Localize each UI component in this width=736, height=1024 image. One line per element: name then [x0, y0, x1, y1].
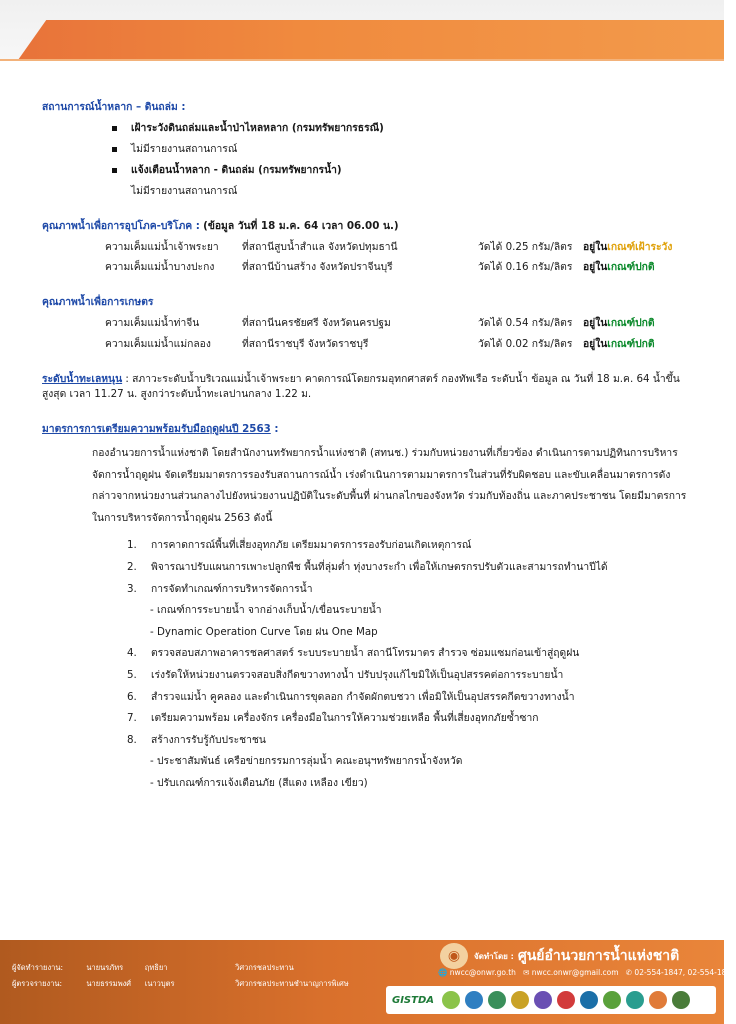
header-divider [0, 59, 724, 61]
agri-row: ความเค็มแม่น้ำแม่กลอง ที่สถานีราชบุรี จังหวัดราชบุรี วัดได้ 0.02 กรัม/ลิตร อยู่ในเกณฑ์ปกติ [105, 338, 655, 351]
flood-bullet-3: แจ้งเตือนน้ำหลาก - ดินถล่ม (กรมทรัพยากรน้ำ) [112, 163, 692, 178]
flood-heading: สถานการณ์น้ำหลาก – ดินถล่ม : [42, 101, 186, 113]
phone-icon: ✆ [625, 968, 633, 977]
list-item: 3. การจัดทำเกณฑ์การบริหารจัดการน้ำ [127, 582, 313, 595]
globe-icon: 🌐 [438, 968, 448, 977]
bullet-icon [112, 126, 117, 131]
flood-bullet-1: เฝ้าระวังดินถล่มและน้ำป่าไหลหลาก (กรมทรัพยากรธรณี) [112, 121, 692, 136]
status-normal: เกณฑ์ปกติ [607, 261, 655, 274]
agri-heading: คุณภาพน้ำเพื่อการเกษตร [42, 296, 154, 309]
partner-logo-icon [442, 991, 460, 1009]
header-orange-bar [18, 20, 724, 60]
sea-level-heading: ระดับน้ำทะเลหนุน [42, 373, 123, 386]
status-watch: เกณฑ์เฝ้าระวัง [607, 240, 673, 253]
email-link[interactable]: nwcc.onwr@gmail.com [531, 968, 619, 977]
measures-list-continued [127, 643, 692, 751]
footer-band [0, 940, 736, 1024]
list-subitem: - ปรับเกณฑ์การแจ้งเตือนภัย (สีแดง เหลือง เขียว) [150, 777, 368, 790]
consume-heading: คุณภาพน้ำเพื่อการอุปโภค-บริโภค : (ข้อมูล วันที่ 18 ม.ค. 64 เวลา 06.00 น.) [42, 219, 399, 232]
partner-logos [386, 986, 716, 1014]
list-item: 7. เตรียมความพร้อม เครื่องจักร เครื่องมือในการให้ความช่วยเหลือ พื้นที่เสี่ยงอุทกภัยซ้ำซาก [127, 712, 539, 725]
flood-bullet-3-sub: ไม่มีรายงานสถานการณ์ [131, 184, 238, 197]
list-subitem: - Dynamic Operation Curve โดย ฝน One Map [150, 625, 378, 638]
consume-row: ความเค็มแม่น้ำบางปะกง ที่สถานีบ้านสร้าง จังหวัดปราจีนบุรี วัดได้ 0.16 กรัม/ลิตร อยู่ในเกณฑ์ปกติ [105, 261, 655, 274]
list-subitem: - เกณฑ์การระบายน้ำ จากอ่างเก็บน้ำ/เขื่อนระบายน้ำ [150, 604, 382, 617]
list-item: 1. การคาดการณ์พื้นที่เสี่ยงอุทกภัย เตรียมมาตรการรองรับก่อนเกิดเหตุการณ์ [127, 539, 472, 552]
footer-credits: ผู้จัดทำรายงาน: นายนรภัทร ฤทธิยา วิศวกรชลประทาน ผู้ตรวจรายงาน: นายธรรมพงศ์ เนาวบุตร วิศวกรชลประทานชำนาญการพิเศษ [12, 963, 349, 988]
partner-logo-icon [672, 991, 690, 1009]
partner-logo-icon [649, 991, 667, 1009]
list-item: 5. เร่งรัดให้หน่วยงานตรวจสอบสิ่งกีดขวางทางน้ำ ปรับปรุงแก้ไขมิให้เป็นอุปสรรคต่อการระบายน้ำ [127, 669, 564, 681]
nwcc-logo-icon: ◉ [440, 943, 468, 969]
bullet-icon [112, 147, 117, 152]
report-content [42, 100, 692, 795]
gistda-logo: GISTDA [392, 994, 434, 1006]
partner-logo-icon [603, 991, 621, 1009]
measures-heading: มาตรการการเตรียมความพร้อมรับมือฤดูฝนปี 2563 : [42, 422, 279, 435]
flood-bullet-2: ไม่มีรายงานสถานการณ์ [112, 142, 692, 157]
partner-logo-icon [511, 991, 529, 1009]
agri-row: ความเค็มแม่น้ำท่าจีน ที่สถานีนครชัยศรี จังหวัดนครปฐม วัดได้ 0.54 กรัม/ลิตร อยู่ในเกณฑ์ปกติ [105, 317, 655, 330]
measures-intro: กองอำนวยการน้ำแห่งชาติ โดยสำนักงานทรัพยากรน้ำแห่งชาติ (สทนช.) ร่วมกับหน่วยงานที่เกี่ยวข้อง ดำเนินการตามปฏิทินการบริหารจัดการน้ำฤดูฝน จัดเตรียมมาตรการรองรับสถานการณ์น้ำ เร่งดำเนินการตามมาตรการในส่วนที่รับผิดชอบ และขับเคลื่อนมาตรการดังกล่าวจากหน่วยงานส่วนกลางไปยังหน่วยงานปฏิบัติในระดับพื้นที่ ผ่านกลไกของจังหวัด ร่วมกับท้องถิ่น และภาคประชาชน โดยมีมาตรการในการบริหารจัดการน้ำฤดูฝน 2563 ดังนี้ [92, 446, 687, 524]
list-item: 8. สร้างการรับรู้กับประชาชน [127, 733, 266, 746]
status-normal: เกณฑ์ปกติ [607, 317, 655, 330]
status-normal: เกณฑ์ปกติ [607, 338, 655, 351]
partner-logo-icon [626, 991, 644, 1009]
mail-icon: ✉ [523, 968, 530, 977]
footer-contacts [438, 968, 736, 977]
sea-level-paragraph: ระดับน้ำทะเลหนุน : สภาวะระดับน้ำบริเวณแม่น้ำเจ้าพระยา คาดการณ์โดยกรมอุทกศาสตร์ กองทัพเรือ ระดับน้ำ ข้อมูล ณ วันที่ 18 ม.ค. 64 น้ำขึ้นสูงสุด เวลา 11.27 น. สูงกว่าระดับน้ำทะเลปานกลาง 1.22 ม. [42, 373, 680, 401]
list-item: 6. สำรวจแม่น้ำ คูคลอง และดำเนินการขุดลอก กำจัดผักตบชวา เพื่อมิให้เป็นอุปสรรคกีดขวางทางน้ำ [127, 690, 575, 703]
list-item: 4. ตรวจสอบสภาพอาคารชลศาสตร์ ระบบระบายน้ำ สถานีโทรมาตร สำรวจ ซ่อมแซมก่อนเข้าสู่ฤดูฝน [127, 647, 580, 660]
partner-logo-icon [557, 991, 575, 1009]
partner-logo-icon [465, 991, 483, 1009]
list-item: 2. พิจารณาปรับแผนการเพาะปลูกพืช พื้นที่ลุ่มต่ำ ทุ่งบางระกำ เพื่อให้เกษตรกรปรับตัวและสามารถทำนาปีได้ [127, 560, 608, 573]
list-subitem: - ประชาสัมพันธ์ เครือข่ายกรรมการลุ่มน้ำ คณะอนุฯทรัพยากรน้ำจังหวัด [150, 755, 463, 768]
partner-logo-icon [488, 991, 506, 1009]
org-name: ศูนย์อำนวยการน้ำแห่งชาติ [517, 948, 680, 964]
phone-number: 02-554-1847, 02-554-1800 [634, 968, 736, 977]
consume-row: ความเค็มแม่น้ำเจ้าพระยา ที่สถานีสูบน้ำสำแล จังหวัดปทุมธานี วัดได้ 0.25 กรัม/ลิตร อยู่ในเกณฑ์เฝ้าระวัง [105, 240, 673, 253]
footer-brand: ◉ จัดทำโดย : ศูนย์อำนวยการน้ำแห่งชาติ [440, 942, 679, 970]
partner-logo-icon [534, 991, 552, 1009]
bullet-icon [112, 168, 117, 173]
website-link[interactable]: nwcc@onwr.go.th [449, 968, 516, 977]
partner-logo-icon [580, 991, 598, 1009]
measures-list [127, 535, 692, 600]
